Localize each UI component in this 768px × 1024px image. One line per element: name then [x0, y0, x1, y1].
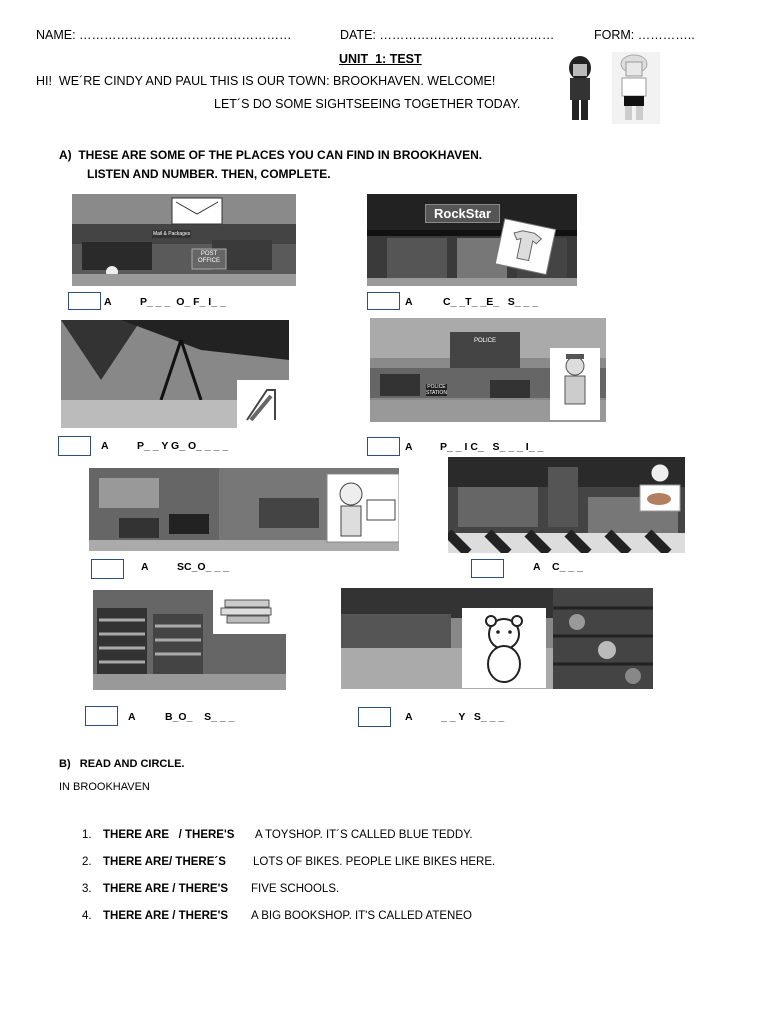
- date-field[interactable]: DATE: ……………………………………: [340, 28, 555, 42]
- toyshop-image: [341, 588, 653, 689]
- choice-there-are-theres[interactable]: THERE ARE / THERE'S: [103, 910, 228, 922]
- gap-toyshop: _ _ Y S_ _ _: [441, 711, 505, 723]
- name-field[interactable]: NAME: ……………………………………………: [36, 28, 292, 42]
- section-b-subheading: IN BROOKHAVEN: [59, 781, 150, 793]
- article-4: A: [405, 441, 413, 453]
- article-8: A: [405, 711, 413, 723]
- intro-line-2: LET´S DO SOME SIGHTSEEING TOGETHER TODAY.: [214, 97, 521, 111]
- gap-playground: P_ _ Y G_ O_ _ _ _: [137, 440, 229, 452]
- section-a-instruction-2: LISTEN AND NUMBER. THEN, COMPLETE.: [87, 167, 331, 181]
- post-office-sign: POST OFFICE: [198, 251, 220, 264]
- number-box-3[interactable]: [58, 436, 91, 456]
- gap-bookshop: B_O_ S_ _ _: [165, 711, 235, 723]
- police-sign: POLICE: [474, 338, 497, 344]
- bookshop-image: [93, 590, 286, 690]
- number-box-4[interactable]: [367, 437, 400, 456]
- sentence-text: A TOYSHOP. IT´S CALLED BLUE TEDDY.: [255, 829, 473, 841]
- sentence-text: LOTS OF BIKES. PEOPLE LIKE BIKES HERE.: [253, 856, 496, 868]
- number-box-6[interactable]: [471, 559, 504, 578]
- gap-clothes-shop: C_ _T_ _E_ S_ _ _: [443, 296, 539, 308]
- gap-post-office: P_ _ _ O_ F_ I_ _: [140, 296, 226, 308]
- number-box-1[interactable]: [68, 292, 101, 310]
- number-box-5[interactable]: [91, 559, 124, 579]
- avatars-image: [560, 52, 660, 124]
- post-office-image: [72, 194, 296, 286]
- article-3: A: [101, 440, 109, 452]
- choice-there-are-theres[interactable]: THERE ARE / THERE'S: [103, 883, 228, 895]
- question-number: 1.: [82, 829, 92, 841]
- sentence-text: A BIG BOOKSHOP. IT'S CALLED ATENEO: [251, 910, 472, 922]
- article-7: A: [128, 711, 136, 723]
- section-a-instruction-1: A) THESE ARE SOME OF THE PLACES YOU CAN FIND IN BROOKHAVEN.: [59, 148, 483, 162]
- article-6: A: [533, 561, 541, 573]
- article-5: A: [141, 561, 149, 573]
- section-b-heading: B) READ AND CIRCLE.: [59, 758, 185, 770]
- page-title: UNIT 1: TEST: [339, 52, 422, 66]
- gap-cafe: C_ _ _: [552, 561, 583, 573]
- number-box-8[interactable]: [358, 707, 391, 727]
- article-1: A: [104, 296, 112, 308]
- number-box-2[interactable]: [367, 292, 400, 310]
- rockstar-sign: RockStar: [425, 204, 500, 223]
- playground-image: [61, 320, 289, 428]
- cafe-image: [448, 457, 685, 553]
- article-2: A: [405, 296, 413, 308]
- mail-sign: Mail & Packages: [153, 231, 191, 237]
- choice-there-are-theres[interactable]: THERE ARE / THERE'S: [103, 829, 235, 841]
- question-number: 4.: [82, 910, 92, 922]
- number-box-7[interactable]: [85, 706, 118, 726]
- form-field[interactable]: FORM: …………..: [594, 28, 695, 42]
- clothes-shop-image: [367, 194, 577, 286]
- intro-line-1: HI! WE´RE CINDY AND PAUL THIS IS OUR TOWN: BROOKHAVEN. WELCOME!: [36, 74, 496, 88]
- sentence-text: FIVE SCHOOLS.: [251, 883, 340, 895]
- question-number: 2.: [82, 856, 92, 868]
- police-station-sign: POLICE STATION: [426, 384, 447, 396]
- choice-there-are-theres[interactable]: THERE ARE/ THERE´S: [103, 856, 226, 868]
- police-station-image: [370, 318, 606, 422]
- gap-school: SC_O_ _ _: [177, 561, 229, 573]
- school-image: [89, 468, 399, 551]
- gap-police-station: P_ _ I C_ S_ _ _ I_ _: [440, 441, 544, 453]
- question-number: 3.: [82, 883, 92, 895]
